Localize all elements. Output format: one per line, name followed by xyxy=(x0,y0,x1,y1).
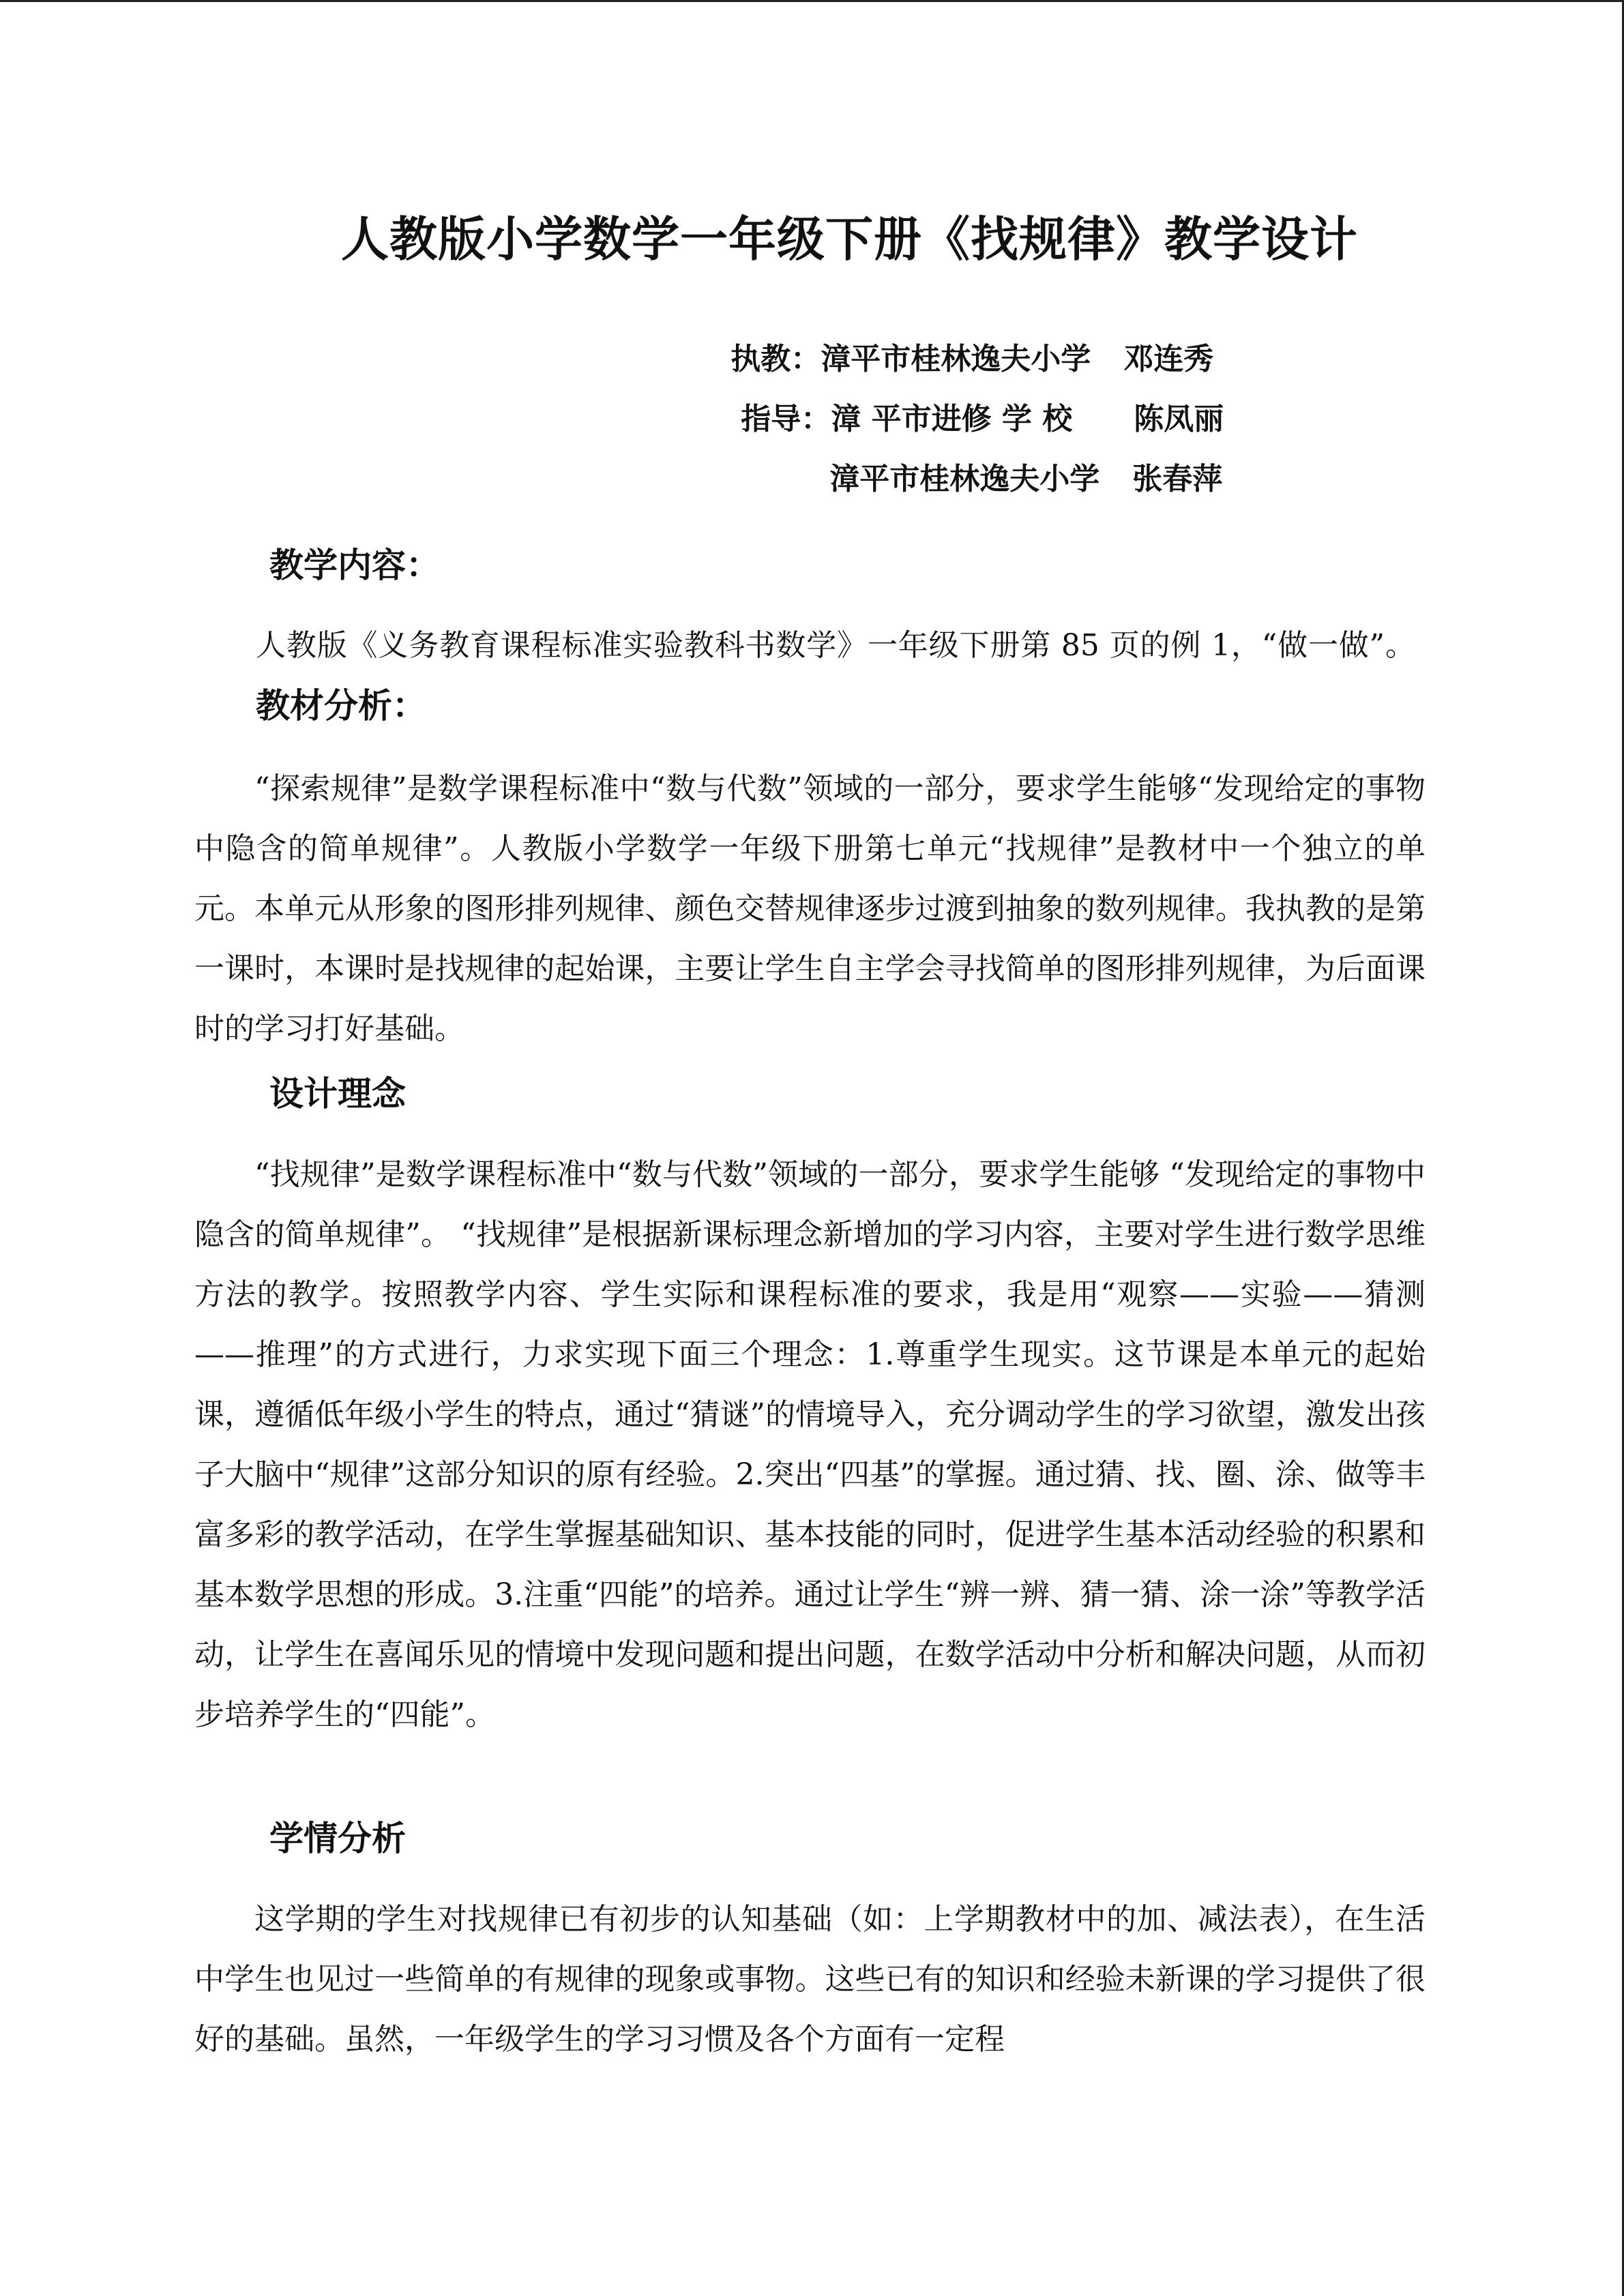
content-paragraph xyxy=(256,616,1415,738)
credit-label: 指导： xyxy=(741,402,831,436)
credit-person: 张春萍 xyxy=(1132,462,1223,496)
credit-label: 执教： xyxy=(730,342,821,376)
credit-org: 漳 平市进修 学 校 xyxy=(831,402,1073,436)
credit-advisor-2 xyxy=(788,418,1222,541)
credit-org: 漳平市桂林逸夫小学 xyxy=(829,462,1100,496)
section-heading-content: 教学内容： xyxy=(269,546,440,585)
section-heading-learner: 学情分析 xyxy=(269,1819,406,1858)
credit-person: 邓连秀 xyxy=(1123,342,1214,376)
section-heading-concept: 设计理念 xyxy=(269,1074,406,1114)
document-title: 人教版小学数学一年级下册《找规律》教学设计 xyxy=(341,211,1358,267)
analysis-paragraph: “探索规律”是数学课程标准中“数与代数”领域的一部分，要求学生能够“发现给定的事物中隐含的简单规律”。人教版小学数学一年级下册第七单元“找规律”是教材中一个独立的单元。本单元从形象的图形排列规律、颜色交替规律逐步过渡到抽象的数列规律。我执教的是第一课时，本课时是找规律的起始课，主要让学生自主学会寻找简单的图形排列规律，为后面课时的学习打好基础。 xyxy=(194,771,1426,1046)
credit-person: 陈凤丽 xyxy=(1134,402,1224,436)
learner-paragraph: 这学期的学生对找规律已有初步的认知基础（如：上学期教材中的加、减法表），在生活中学生也见过一些简单的有规律的现象或事物。这些已有的知识和经验未新课的学习提供了很好的基础。虽然，一年级学生的学习习惯及各个方面有一定程 xyxy=(194,1902,1426,2057)
content-text: 人教版《义务教育课程标准实验教科书数学》一年级下册第 85 页的例 1，“做一做”。 xyxy=(256,628,1415,663)
credit-org: 漳平市桂林逸夫小学 xyxy=(821,342,1091,376)
section-heading-analysis: 教材分析： xyxy=(256,686,426,726)
concept-paragraph: “找规律”是数学课程标准中“数与代数”领域的一部分，要求学生能够 “发现给定的事物中隐含的简单规律”。 “找规律”是根据新课标理念新增加的学习内容，主要对学生进行数学思维方法的教学。按照教学内容、学生实际和课程标准的要求，我是用“观察——实验——猜测——推理”的方式进行，力求实现下面三个理念：1.尊重学生现实。这节课是本单元的起始课，遵循低年级小学生的特点，通过“猜谜”的情境导入，充分调动学生的学习欲望，激发出孩子大脑中“规律”这部分知识的原有经验。2.突出“四基”的掌握。通过猜、找、圈、涂、做等丰富多彩的教学活动，在学生掌握基础知识、基本技能的同时，促进学生基本活动经验的积累和基本数学思想的形成。3.注重“四能”的培养。通过让学生“辨一辨、猜一猜、涂一涂”等教学活动，让学生在喜闻乐见的情境中发现问题和提出问题，在数学活动中分析和解决问题，从而初步培养学生的“四能”。 xyxy=(194,1157,1426,1732)
